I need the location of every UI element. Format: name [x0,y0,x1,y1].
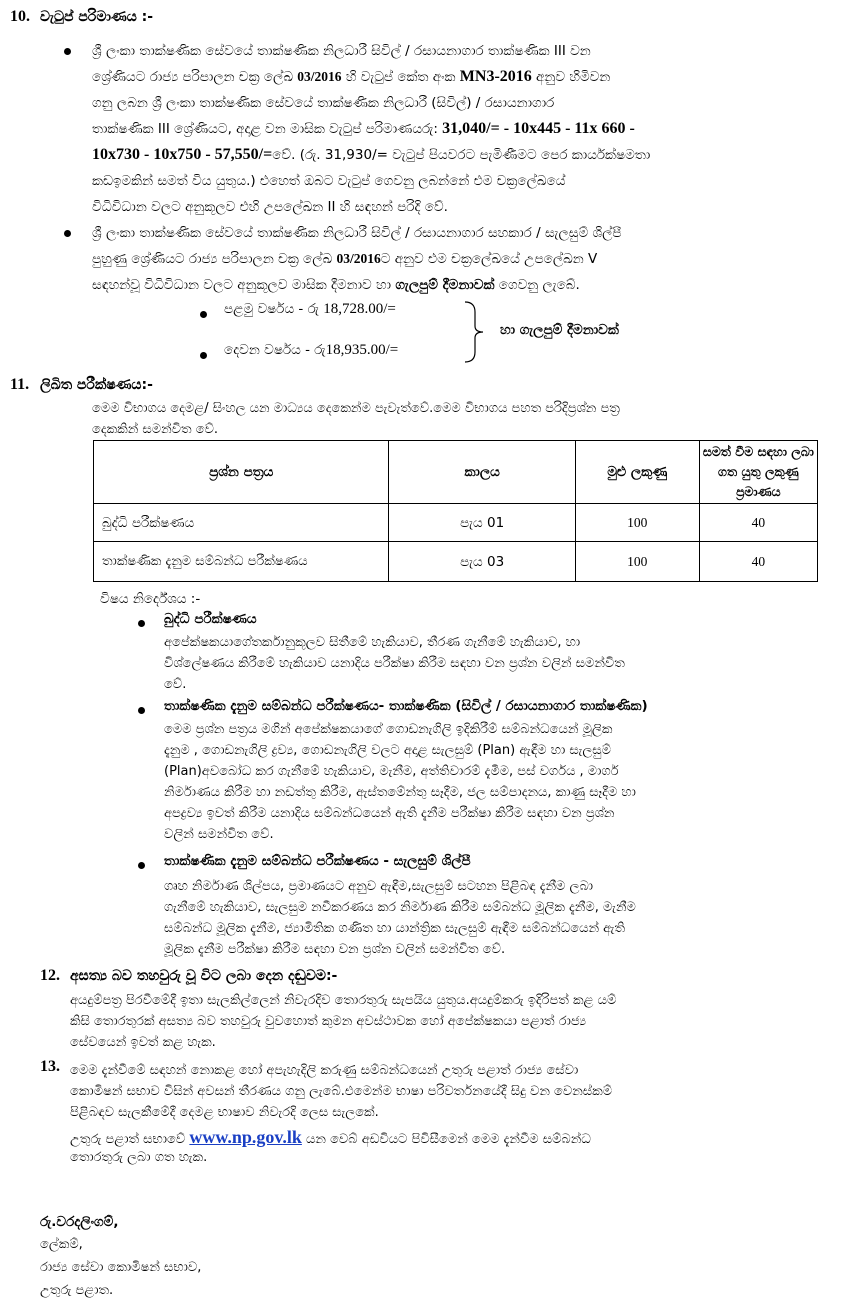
syllabus-item-title: බුද්ධි පරීක්ෂණය [164,611,257,627]
first-year-allowance: පළමු වර්ෂය - රු 18,728.00/= [224,301,396,317]
para-line: මෙම විභාගය දෙමළ/ සිංහල යන මාධ්‍යය දෙකෙන්ම පැවැත්වේ.මෙම විභාගය පහත පරිදිප්‍රශ්න පත්‍ර [92,401,620,416]
para-line: කොමිෂන් සභාව විසින් අවසන් තීරණය ගනු ලැබේ.එමෙන්ම භාෂා පරිවර්තනයේදී සිදු වන වෙනස්කම් [70,1084,613,1099]
para-line: පිළිබඳව සැලකීමේදී දෙමළ භාෂාව නිවැරදි ලෙස සැලකේ. [70,1105,379,1120]
section-10-title: වැටුප් පරිමාණය :- [40,9,154,25]
website-line: උතුරු පළාත් සභාවේ www.np.gov.lk යන වෙබ් අඩවියට පිවිසීමෙන් මෙම දැන්වීම සම්බන්ධ [70,1127,591,1147]
table-header: ප්‍රශ්න පත්‍රය [94,441,389,504]
section-13-text [70,1060,822,1123]
table-row [94,542,818,582]
bullet-dot [200,352,207,359]
curly-brace-icon [463,300,487,364]
para-line: 10x730 - 10x750 - 57,550/=වේ. (රු. 31,930/= වැටුප් පියවරට පැමිණීමට පෙර කාර්යක්ෂමතා [92,146,651,163]
exam-table [93,440,818,582]
section-11-number: 11. [10,376,30,393]
section-12-number: 12. [40,967,60,984]
para-line: විධිවිධාන වලට අනුකූලව එහි උපලේඛන II හි සඳහන් පරිදි වේ. [92,199,448,215]
para-line: කිසි තොරතුරක් අසත්‍ය බව තහවුරු වුවහොත් කුමන අවස්ථාවක හෝ අපේක්ෂකයා පළාත් රාජ්‍ය [70,1014,587,1029]
para-line: මෙම ප්‍රශ්න පත්‍රය මගින් අපේක්ෂකයාගේ ගොඩනැගිලි ඉදිකිරීම් සම්බන්ධයෙන් මූලික [164,722,613,737]
signatory-office: රාජ්‍ය සේවා කොමිෂන් සභාව, [40,1260,202,1275]
para-line: සේවයෙන් ඉවත් කළ හැක. [70,1035,216,1050]
para-line: ශ්‍රේණියට රාජ්‍ය පරිපාලන චක්‍ර ලේඛ 03/2016 හි වැටුප් කේත අංක MN3-2016 අනුව හිමිවන [92,68,611,85]
para-line: පුහුණු ශ්‍රේණියට රාජ්‍ය පරිපාලන චක්‍ර ලේඛ 03/2016ට අනුව එම චක්‍රලේඛයේ උපලේඛන V [92,251,598,267]
bullet-dot [138,862,145,869]
section-13-number: 13. [40,1058,60,1075]
table-cell: 100 [575,542,699,582]
bullet-dot [64,230,71,237]
para-line: මෙම දැන්වීමේ සඳහන් නොකළ හෝ අපැහැදිලි කරුණු සම්බන්ධයෙන් උතුරු පළාත් රාජ්‍ය සේවා [70,1063,579,1078]
syllabus-item-title: තාක්ෂණික දැනුම සම්බන්ධ පරීක්ෂණය - සැලසුම් ශිල්පී [164,853,471,869]
signatory-title: ලේකම්, [40,1237,83,1252]
syllabus-item-text [164,876,822,960]
bullet-dot [138,620,145,627]
section-11-title: ලිඛිත පරීක්ෂණය:- [40,377,153,393]
section-10-number: 10. [10,8,30,25]
bullet-dot [64,48,71,55]
table-cell: තාක්ෂණික දැනුම සම්බන්ධ පරීක්ෂණය [94,542,389,582]
para-line: නිර්මාණය කිරීම හා නඩත්තු කිරීම, ඇස්තමේන්තු සෑදීම, ජල සම්පාදනය, කාණු සෑදීම හා [164,785,636,800]
table-header: කාලය [389,441,575,504]
para-line: අපේක්ෂකයාගේතර්කානුකූලව සිතීමේ හැකියාව, තීරණ ගැනීමේ හැකියාව, හා [164,635,581,650]
table-header: සමත් වීම සඳහා ලබා ගත යුතු ලකුණු ප්‍රමාණය [699,441,817,504]
signatory-name: රු.වරදලිංගම්, [40,1214,119,1230]
bullet-dot [200,311,207,318]
para-line: (Plan)අවබෝධ කර ගැනීමේ හැකියාව, මැනීම, අත්තිවාරම් දැමීම, පස් වර්ගය , මාර්ග [164,764,619,779]
para-line: අයදුම්පත්‍ර පිරවීමේදී ඉතා සැලකිල්ලෙන් නිවැරදිව තොරතුරු සැපයිය යුතුය.අයදුම්කරු ඉදිරිපත් කළ යම් [70,993,617,1008]
table-cell: පැය 01 [389,504,575,542]
table-header-row [94,441,818,504]
table-row [94,504,818,542]
para-line: සඳහන්වූ විධිවිධාන වලට අනුකූලව මාසික දීමනාව හා ගැලපුම් දීමනාවක් ගෙවනු ලැබේ. [92,277,580,293]
para-line: කඩඉමකින් සමත් විය යුතුය.) එහෙත් ඔබට වැටුප් ගෙවනු ලබන්නේ එම චක්‍රලේඛයේ [92,173,566,189]
para-line: විශ්ලේෂණය කිරීමේ හැකියාව යනාදිය පරීක්ෂා කිරීම සඳහා වන ප්‍රශ්න වලින් සමන්විත [164,656,625,671]
para-line: වේ. [164,677,187,692]
signatory-province: උතුරු පළාත. [40,1283,114,1298]
para-line: මූලික දැනීම පරීක්ෂා කිරීම සඳහා වන ප්‍රශ්න වලින් සමන්විත වේ. [164,942,506,957]
salary-paragraph-1 [92,38,822,220]
table-header: මුළු ලකුණු [575,441,699,504]
table-cell: පැය 03 [389,542,575,582]
para-line: අපද්‍රව්‍ය ඉවත් කිරීම යනාදිය සම්බන්ධයෙන් ඇති දැනීම පරීක්ෂා කිරීම සඳහා වන ප්‍රශ්න [164,806,615,821]
website-link[interactable]: www.np.gov.lk [189,1127,302,1147]
para-line: සම්බන්ධ මූලික දැනීම, ජ්‍යාමිතික ගණිත හා යාන්ත්‍රික සැලසුම් ඇඳීම සම්බන්ධයෙන් ඇති [164,921,626,936]
table-cell: බුද්ධි පරීක්ෂණය [94,504,389,542]
table-cell: 40 [699,504,817,542]
section-12-text [70,990,822,1053]
table-cell: 100 [575,504,699,542]
website-line-2: තොරතුරු ලබා ගත හැක. [70,1150,208,1165]
exam-intro [92,398,822,440]
para-line: දෙකකින් සමන්විත වේ. [92,422,219,437]
syllabus-item-text [164,632,822,695]
para-line: දැනුම , ගොඩනැගිලි ද්‍රව්‍ය, ගොඩනැගිලි වලට අදාළ සැලසුම් (Plan) ඇඳීම හා සැලසුම් [164,743,611,758]
table-cell: 40 [699,542,817,582]
section-12-title: අසත්‍ය බව තහවුරු වූ විට ලබා දෙන දඬුවම:- [70,968,338,984]
para-line: තාක්ෂණික III ශ්‍රේණියට, අදාළ වන මාසික වැටුප් පරිමාණයරු: 31,040/= - 10x445 - 11x 660 - [92,120,635,137]
para-line: ශ්‍රී ලංකා තාක්ෂණික සේවයේ තාක්ෂණික නිලධාරී සිවිල් / රසායනාගාර තාක්ෂණික III වන [92,43,591,59]
para-line: ගැනීමේ හැකියාව, සැලසුම නවීකරණය කර නිර්මාණ කිරීම සම්බන්ධ මූලික දැනීම, මැනීම [164,900,636,915]
para-line: ගනු ලබන ශ්‍රී ලංකා තාක්ෂණික සේවයේ තාක්ෂණික නිලධාරී (සිවිල්) / රසායනාගාර [92,95,555,111]
para-line: ශ්‍රී ලංකා තාක්ෂණික සේවයේ තාක්ෂණික නිලධාරී සිවිල් / රසායනාගාර සහකාර / සැලසුම් ශිල්පී [92,225,622,241]
para-line: ගෘහ නිර්මාණ ශිල්පය, ප්‍රමාණයට අනුව ඇඳීම,සැලසුම් සටහන පිළිබඳ දැනීම ලබා [164,879,594,894]
syllabus-title: විෂය නිර්දේශය :- [100,591,201,607]
salary-paragraph-2 [92,220,822,298]
bullet-dot [138,707,145,714]
para-line: වලින් සමන්විත වේ. [164,827,274,842]
adjustment-allowance-text: හා ගැලපුම් දීමනාවක් [500,322,619,338]
syllabus-item-title: තාක්ෂණික දැනුම සම්බන්ධ පරීක්ෂණය- තාක්ෂණික (සිවිල් / රසායනාගාර තාක්ෂණික) [164,698,648,714]
second-year-allowance: දෙවන වර්ෂය - රු18,935.00/= [224,342,399,358]
syllabus-item-text [164,719,822,845]
